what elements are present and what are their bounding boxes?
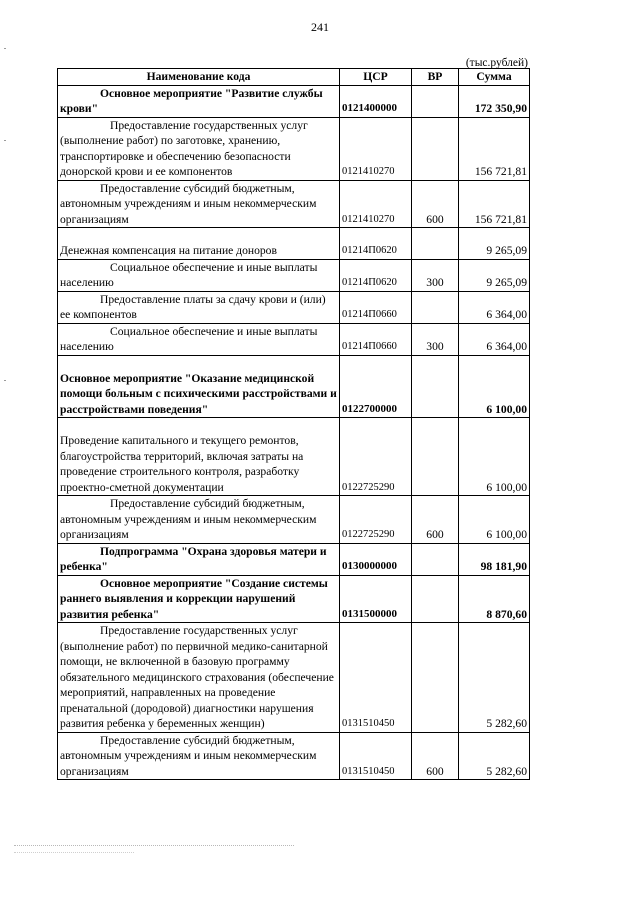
row-name: Предоставление субсидий бюджетным, автономным учреждениям и иным некоммерческим организациям xyxy=(58,180,340,228)
row-vr xyxy=(412,85,459,117)
scan-margin-mark xyxy=(4,380,6,381)
row-vr: 600 xyxy=(412,180,459,228)
table-row xyxy=(58,496,530,544)
header-csr: ЦСР xyxy=(340,69,412,86)
row-sum: 8 870,60 xyxy=(459,575,530,623)
row-sum: 9 265,09 xyxy=(459,259,530,291)
table-row xyxy=(58,543,530,575)
table-row xyxy=(58,85,530,117)
table-row xyxy=(58,323,530,355)
row-csr: 0122725290 xyxy=(340,496,412,544)
table-row xyxy=(58,180,530,228)
row-name: Предоставление субсидий бюджетным, автономным учреждениям и иным некоммерческим организациям xyxy=(58,732,340,780)
scan-margin-mark xyxy=(4,140,6,141)
row-name: Предоставление государственных услуг (выполнение работ) по заготовке, хранению, транспортировке и обеспечению безопасности донорской крови и ее компонентов xyxy=(58,117,340,180)
row-name xyxy=(58,228,340,260)
row-vr: 600 xyxy=(412,732,459,780)
row-name: Основное мероприятие "Развитие службы крови" xyxy=(58,85,340,117)
row-name: Социальное обеспечение и иные выплаты населению xyxy=(58,323,340,355)
row-sum: 156 721,81 xyxy=(459,117,530,180)
table-row xyxy=(58,623,530,733)
row-name-text: Денежная компенсация на питание доноров xyxy=(60,244,277,257)
row-sum: 5 282,60 xyxy=(459,623,530,733)
row-csr: 0122700000 xyxy=(340,355,412,418)
table-row xyxy=(58,418,530,496)
table-row xyxy=(58,575,530,623)
row-vr xyxy=(412,228,459,260)
row-csr: 0121410270 xyxy=(340,117,412,180)
scan-margin-mark xyxy=(4,48,6,49)
row-sum: 6 100,00 xyxy=(459,355,530,418)
row-csr: 01214П0620 xyxy=(340,259,412,291)
row-sum: 6 100,00 xyxy=(459,496,530,544)
row-csr: 0121400000 xyxy=(340,85,412,117)
page-number: 241 xyxy=(311,20,329,34)
row-name: Предоставление государственных услуг (выполнение работ) по первичной медико-санитарной помощи, не включенной в базовую программу обязательного медицинского страхования (обеспечение мероприятий, направленных на проведение пренатальной (дородовой) диагностики нарушения развития ребенка у беременных женщин) xyxy=(58,623,340,733)
row-sum: 156 721,81 xyxy=(459,180,530,228)
budget-table xyxy=(57,68,530,780)
row-vr xyxy=(412,355,459,418)
row-csr: 0130000000 xyxy=(340,543,412,575)
row-name xyxy=(58,418,340,496)
table-header-row xyxy=(58,69,530,86)
row-csr: 0131510450 xyxy=(340,732,412,780)
row-vr xyxy=(412,575,459,623)
row-name: Социальное обеспечение и иные выплаты населению xyxy=(58,259,340,291)
row-vr xyxy=(412,418,459,496)
table-row xyxy=(58,259,530,291)
scan-artifact-line xyxy=(14,845,294,846)
row-sum: 6 100,00 xyxy=(459,418,530,496)
row-sum: 172 350,90 xyxy=(459,85,530,117)
header-vr: ВР xyxy=(412,69,459,86)
row-vr: 300 xyxy=(412,323,459,355)
row-vr xyxy=(412,291,459,323)
row-csr: 0131510450 xyxy=(340,623,412,733)
row-vr xyxy=(412,543,459,575)
scan-artifact-line xyxy=(14,852,134,853)
row-csr: 0122725290 xyxy=(340,418,412,496)
row-sum: 6 364,00 xyxy=(459,323,530,355)
row-vr xyxy=(412,117,459,180)
row-name-text: Основное мероприятие "Оказание медицинской помощи больным с психическими расстройствами и расстройствами поведения" xyxy=(60,371,337,416)
row-name: Основное мероприятие "Создание системы раннего выявления и коррекции нарушений развития ребенка" xyxy=(58,575,340,623)
units-label: (тыс.рублей) xyxy=(465,57,528,69)
row-csr: 01214П0620 xyxy=(340,228,412,260)
header-name: Наименование кода xyxy=(58,69,340,86)
row-vr: 600 xyxy=(412,496,459,544)
row-name: Предоставление субсидий бюджетным, автономным учреждениям и иным некоммерческим организациям xyxy=(58,496,340,544)
row-csr: 01214П0660 xyxy=(340,323,412,355)
row-csr: 0131500000 xyxy=(340,575,412,623)
header-sum: Сумма xyxy=(459,69,530,86)
row-sum: 98 181,90 xyxy=(459,543,530,575)
row-csr: 0121410270 xyxy=(340,180,412,228)
table-row xyxy=(58,732,530,780)
row-vr xyxy=(412,623,459,733)
row-sum: 6 364,00 xyxy=(459,291,530,323)
row-sum: 9 265,09 xyxy=(459,228,530,260)
table-row xyxy=(58,228,530,260)
row-sum: 5 282,60 xyxy=(459,732,530,780)
table-row xyxy=(58,291,530,323)
table-row xyxy=(58,117,530,180)
row-name-text: Проведение капитального и текущего ремонтов, благоустройства территорий, включая затраты на проведение строительного контроля, разработку проектно-сметной документации xyxy=(60,434,304,494)
row-name: Подпрограмма "Охрана здоровья матери и ребенка" xyxy=(58,543,340,575)
row-csr: 01214П0660 xyxy=(340,291,412,323)
row-vr: 300 xyxy=(412,259,459,291)
row-name xyxy=(58,355,340,418)
table-row xyxy=(58,355,530,418)
row-name: Предоставление платы за сдачу крови и (или) ее компонентов xyxy=(58,291,340,323)
